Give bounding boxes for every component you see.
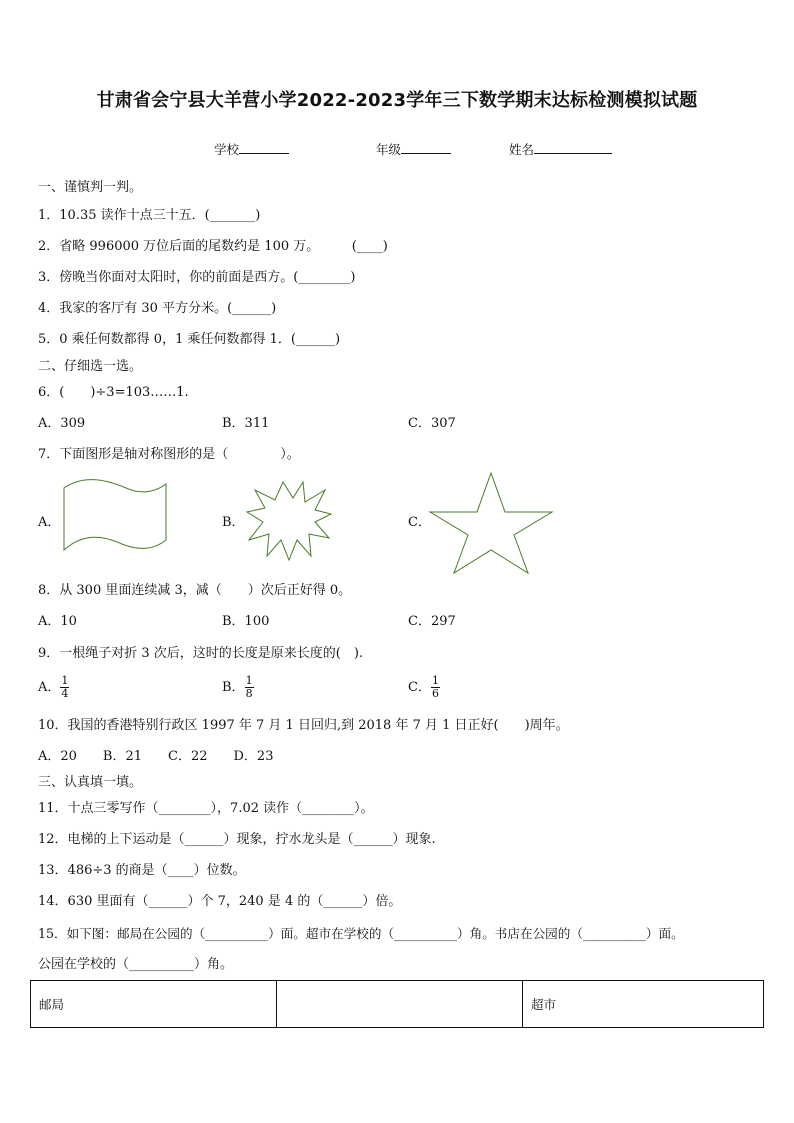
section-2-heading: 二、仔细选一选。	[38, 359, 143, 374]
section-1-heading: 一、谨慎判一判。	[38, 180, 143, 195]
school-field	[214, 141, 289, 158]
grade-label: 年级	[376, 142, 402, 157]
q9-option-b-label: B．	[222, 679, 245, 695]
question-2: 2．省略 996000 万位后面的尾数约是 100 万。 (____)	[38, 239, 388, 254]
question-14: 14．630 里面有（______）个 7，240 是 4 的（______）倍。	[38, 894, 402, 909]
page-title: 甘肃省会宁县大羊营小学2022-2023学年三下数学期末达标检测模拟试题	[96, 90, 698, 111]
q9-option-b[interactable]	[222, 675, 254, 700]
fraction-one-eighth	[245, 675, 254, 700]
section-3-heading: 三、认真填一填。	[38, 775, 143, 790]
table-cell-supermarket: 超市	[523, 981, 764, 1028]
question-10: 10．我国的香港特别行政区 1997 年 7 月 1 日回归,到 2018 年 7 月 1 日正好( )周年。	[38, 718, 569, 733]
name-blank[interactable]	[534, 141, 612, 154]
question-4: 4．我家的客厅有 30 平方分米。(______)	[38, 301, 277, 316]
fraction-denominator: 6	[431, 687, 439, 700]
fraction-one-quarter	[60, 675, 69, 700]
question-3: 3．傍晚当你面对太阳时，你的前面是西方。(________)	[38, 270, 356, 285]
q6-option-c[interactable]: C．307	[408, 416, 456, 431]
q9-option-a[interactable]	[38, 675, 69, 700]
q7-option-a[interactable]: A．	[38, 515, 61, 530]
question-8: 8．从 300 里面连续减 3，减（ ）次后正好得 0。	[38, 583, 352, 598]
q6-option-a[interactable]: A．309	[38, 416, 86, 431]
table-row	[31, 981, 764, 1028]
fraction-denominator: 4	[61, 687, 69, 700]
fraction-numerator: 1	[61, 674, 69, 687]
q8-option-c[interactable]: C．297	[408, 614, 456, 629]
q7-option-c[interactable]: C．	[408, 515, 431, 530]
fraction-numerator: 1	[431, 674, 439, 687]
table-cell-post-office: 邮局	[31, 981, 277, 1028]
flag-shape	[60, 478, 170, 554]
q7-option-b[interactable]: B．	[222, 515, 245, 530]
q10-options[interactable]: A．20 B．21 C．22 D．23	[38, 749, 274, 764]
school-blank[interactable]	[239, 141, 289, 154]
question-6: 6．( )÷3=103……1.	[38, 385, 189, 400]
table-cell-empty	[277, 981, 523, 1028]
location-table	[30, 980, 764, 1028]
question-1: 1．10.35 读作十点三十五．(_______)	[38, 208, 261, 223]
question-12: 12．电梯的上下运动是（______）现象，拧水龙头是（______）现象.	[38, 832, 436, 847]
grade-blank[interactable]	[401, 141, 451, 154]
q9-option-c-label: C．	[408, 679, 431, 695]
question-7: 7．下面图形是轴对称图形的是（ ）。	[38, 447, 300, 462]
question-9: 9．一根绳子对折 3 次后，这时的长度是原来长度的( ).	[38, 646, 364, 661]
question-5: 5．0 乘任何数都得 0，1 乘任何数都得 1．(______)	[38, 332, 341, 347]
q8-option-b[interactable]: B．100	[222, 614, 270, 629]
fraction-numerator: 1	[245, 674, 253, 687]
question-15-continued: 公园在学校的（__________）角。	[38, 957, 234, 972]
q6-option-b[interactable]: B．311	[222, 416, 270, 431]
fraction-denominator: 8	[245, 687, 253, 700]
q9-option-a-label: A．	[38, 679, 61, 695]
star-shape	[429, 472, 553, 574]
question-15: 15．如下图：邮局在公园的（__________）面。超市在学校的（__________）角。书店在公园的（__________）面。	[38, 926, 684, 941]
grade-field	[376, 141, 451, 158]
name-field	[509, 141, 612, 158]
question-11: 11．十点三零写作（________），7.02 读作（________）。	[38, 801, 374, 816]
school-label: 学校	[214, 142, 240, 157]
name-label: 姓名	[509, 142, 535, 157]
q8-option-a[interactable]: A．10	[38, 614, 77, 629]
burst-shape	[245, 476, 335, 566]
fraction-one-sixth	[431, 675, 440, 700]
question-13: 13．486÷3 的商是（____）位数。	[38, 863, 246, 878]
q9-option-c[interactable]	[408, 675, 440, 700]
